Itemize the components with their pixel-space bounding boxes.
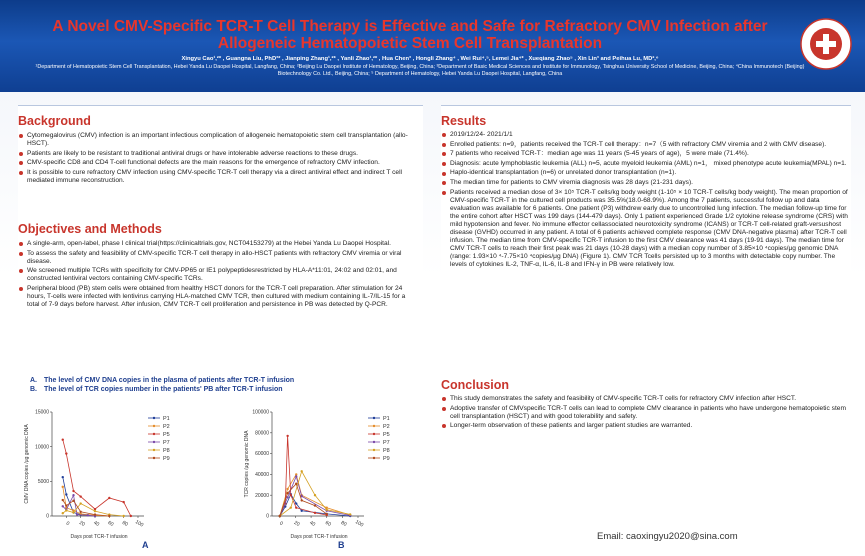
data-point (295, 502, 297, 504)
legend-marker (373, 457, 375, 459)
y-tick-label: 0 (266, 513, 269, 520)
list-item: Diagnosis: acute lymphoblastic leukemia (ALL) n=5, acute myeloid leukemia (AML) n=1， mixed phenotype acute leukemia(MPAL) n=1. (441, 160, 849, 168)
poster-title: A Novel CMV-Specific TCR-T Cell Therapy is Effective and Safe for Refractory CMV Infection after Allogeneic Hematopoietic Stem Cell Transplantation (52, 18, 768, 52)
x-tick-label: 80 (120, 519, 129, 528)
data-point (62, 476, 64, 478)
data-point (286, 435, 288, 437)
conclusion-section (441, 378, 849, 432)
panel-label-a: A (142, 540, 149, 550)
list-item: Adoptive transfer of CMVspecific TCR-T cells can lead to complete CMV clearance in patients who have undergone hematopoietic stem cell transplantation (HSCT) and with good tolerability and safety. (441, 405, 849, 421)
data-point (130, 515, 132, 517)
data-point (94, 513, 96, 515)
list-item: Peripheral blood (PB) stem cells were obtained from healthy HSCT donors for the TCR-T cell preparation. After stimulation for 24 hours, T-cells were infected with lentivirus carrying HLA-matched CMV TCR, then cultured with medium containing IL-7/IL-15 for a total of 7-9 days before harvest. After infusion, CMV TCR-T cell proliferation and persistence in PB was detected by Q-PCR. (18, 285, 418, 309)
legend-marker (373, 449, 375, 451)
left-panel (18, 105, 423, 362)
caption-b-label: B. (30, 386, 37, 393)
series-line-p1 (63, 477, 95, 516)
y-tick-label: 20000 (255, 492, 269, 499)
data-point (122, 501, 124, 503)
legend-marker (373, 441, 375, 443)
legend-marker (153, 449, 155, 451)
caption-a-text: The level of CMV DNA copies in the plasma of patients after TCR-T infusion (44, 377, 295, 384)
chart-tcr-copies (238, 404, 438, 546)
background-heading: Background (18, 114, 91, 128)
caption-b-text: The level of TCR copies number in the patients' PB after TCR-T infusion (44, 386, 283, 393)
x-tick-label: 0 (64, 520, 71, 528)
legend-entry: P7 (163, 440, 170, 446)
data-point (65, 509, 67, 511)
data-point (295, 473, 297, 475)
x-tick-label: 20 (77, 519, 86, 528)
data-point (301, 499, 303, 501)
x-tick-label: 40 (308, 519, 317, 528)
list-item: We screened multiple TCRs with specificity for CMV-PP65 or IE1 polypeptidesrestricted by HLA-A*11:01, 24:02 and 02:01, and constructed lentiviral vectors containing CMV-specific TCRs. (18, 267, 418, 283)
methods-list (18, 240, 418, 309)
data-point (62, 486, 64, 488)
x-axis-label: Days post TCR-T infusion (70, 534, 128, 540)
data-point (314, 512, 316, 514)
legend-marker (153, 457, 155, 459)
list-item: To assess the safety and feasibility of CMV-specific TCR-T cell therapy in allo-HSCT patients with refractory CMV viremia or viral disease. (18, 250, 418, 266)
data-point (301, 470, 303, 472)
data-point (279, 515, 281, 517)
legend-entry: P8 (163, 448, 170, 454)
list-item: Longer-term observation of these patients and larger patient studies are warranted. (441, 422, 849, 430)
legend-entry: P2 (163, 424, 170, 430)
y-tick-label: 40000 (255, 472, 269, 478)
data-point (295, 475, 297, 477)
data-point (286, 488, 288, 490)
caption-a-label: A. (30, 377, 37, 384)
x-axis-label: Days post TCR-T infusion (290, 534, 348, 540)
data-point (79, 502, 81, 504)
data-point (314, 494, 316, 496)
methods-section (18, 222, 418, 311)
legend-entry: P1 (163, 416, 170, 422)
x-tick-label: 40 (92, 519, 101, 528)
list-item: The median time for patients to CMV viremia diagnosis was 28 days (21-231 days). (441, 179, 849, 187)
data-point (62, 505, 64, 507)
legend-marker (153, 425, 155, 427)
legend-entry: P5 (163, 432, 170, 438)
list-item: Haplo-identical transplantation (n=6) or unrelated donor transplantation (n=1). (441, 169, 849, 177)
data-point (295, 506, 297, 508)
legend-marker (373, 417, 375, 419)
data-point (72, 490, 74, 492)
legend-entry: P9 (383, 456, 390, 462)
legend-entry: P1 (383, 416, 390, 422)
x-tick-label: 60 (324, 519, 332, 528)
data-point (65, 452, 67, 454)
data-point (295, 483, 297, 485)
conclusion-heading: Conclusion (441, 378, 510, 392)
results-list (441, 131, 849, 270)
list-item: Cytomegalovirus (CMV) infection is an important infectious complication of allogeneic hematopoietic stem cell transplantation (allo-HSCT). (18, 132, 418, 148)
y-tick-label: 100000 (252, 409, 269, 416)
panel-label-b: B (338, 540, 345, 550)
data-point (326, 513, 328, 515)
legend-entry: P2 (383, 424, 390, 430)
caption-a (30, 376, 430, 385)
background-section (18, 114, 418, 187)
data-point (349, 513, 351, 515)
figure-caption (30, 376, 430, 394)
y-tick-label: 60000 (255, 451, 269, 458)
list-item: Patients received a median dose of 3× 10⁵ TCR-T cells/kg body weight (1-10⁵ × 10 TCR-T cells/kg body weight). The mean proportion of CMV-specific TCR-T in the cultured cell products was 35.5%(18.0-68.9%). Among the 7 patients, successful follow up and data evaluation was available for 6 patients. One patient (P3) withdrew early due to uncontrolled lung infection. The median follow-up time for the entire cohort after HSCT was 199 days (144-479 days). Only 1 patient experienced Grade 1/2 cytokine release syndrome (CRS) with mild hypotension and fever. No immune effector cellassociated neurotoxicity syndrome (ICANS) or TCR-T cell-related graft-versushost disease (GVHD) occurred in any patient. A total of 6 patients achieved complete response (CMV DNA-negative plasma) after TCR-T cell infusion. The median time from CMV-specific TCR-T infusion to the first CMV clearance was 41 days (19-91 days). The median time for CMV TCR-T cells to reach their first peak was 21 days (10-28 days) with a median copy number of 3.85×10 ⁴copies/μg genomic DNA (range: 1.93×10 ⁴-7.75×10 ⁴copies/μg DNA) (Figure 1). CMV TCR Tcells persisted up to 3 months with detectable copy number. The levels of cytokines IL-2, TNF-α, IL-6, IL-8 and IFN-γ in PB were relatively low. (441, 189, 849, 270)
data-point (65, 493, 67, 495)
series-line-p5 (63, 440, 131, 516)
conclusion-list (441, 395, 849, 430)
data-point (62, 499, 64, 501)
data-point (290, 494, 292, 496)
y-tick-label: 5000 (37, 478, 49, 485)
data-point (87, 514, 89, 516)
caption-b (30, 385, 430, 394)
data-point (122, 515, 124, 517)
list-item: 7 patients who received TCR-T：median age was 11 years (5-45 years of age)，5 were male (71.4%). (441, 150, 849, 158)
data-point (301, 510, 303, 512)
results-heading: Results (441, 114, 487, 128)
data-point (72, 511, 74, 513)
x-tick-label: 100 (354, 519, 365, 529)
poster-header (0, 0, 865, 92)
legend-entry: P9 (163, 456, 170, 462)
data-point (72, 494, 74, 496)
affiliations: ¹Department of Hematopoietic Stem Cell Transplantation, Hebei Yanda Lu Daopei Hospital, Langfang, China; ²Beijing Lu Daopei Institute of Hematology, Beijing, China; ³Department of Basic Medical Sciences and Institute for Immunology, Tsinghua University School of Medicine, Beijing, China; ⁴China Immunotech (Beijing) Biotechnology Co. Ltd., Beijing, China; ⁵ Department of Hematology, Hebei Yanda Lu Daopei Hospital, Langfang, China (35, 64, 805, 77)
list-item: 2019/12/24- 2021/1/1 (441, 131, 849, 139)
hospital-logo-icon (800, 18, 852, 70)
y-tick-label: 80000 (255, 430, 269, 437)
y-tick-label: 0 (46, 513, 49, 520)
data-point (290, 506, 292, 508)
y-tick-label: 10000 (35, 444, 49, 451)
chart-cmv-dna (18, 404, 218, 546)
legend-marker (153, 417, 155, 419)
data-point (79, 511, 81, 513)
y-axis-label: CMV DNA copies /μg genomic DNA (24, 424, 30, 504)
x-tick-label: 60 (106, 519, 115, 528)
list-item: Patients are likely to be resistant to traditional antiviral drugs or have intolerable adverse reactions to these drugs. (18, 150, 418, 158)
legend-marker (373, 425, 375, 427)
legend-entry: P7 (383, 440, 390, 446)
data-point (79, 495, 81, 497)
results-section (441, 114, 849, 271)
data-point (94, 508, 96, 510)
legend-marker (153, 433, 155, 435)
data-point (72, 500, 74, 502)
legend-marker (373, 433, 375, 435)
author-list: Xingyu Cao¹,²* , Guangna Liu, PhD³* , Jianping Zhang¹,²* , Yanli Zhao¹,²* , Hua Chen³ , Hongli Zhang⁴ , Wei Rui⁴,⁵, Lemei Jia⁴* , Xueqiang Zhao⁵ , Xin Lin³ and Peihua Lu, MD²,⁶ (181, 56, 659, 62)
x-tick-label: 100 (134, 519, 145, 529)
data-point (286, 492, 288, 494)
list-item: It is possible to cure refractory CMV infection using CMV-specific TCR-T cell therapy via a direct antiviral effect and indirect T cell mediated immune reconstruction. (18, 169, 418, 185)
legend-entry: P5 (383, 432, 390, 438)
data-point (314, 504, 316, 506)
data-point (62, 512, 64, 514)
list-item: A single-arm, open-label, phase I clinical trial(https://clinicaltrials.gov, NCT04153279) at the Hebei Yanda Lu Daopei Hospital. (18, 240, 418, 248)
x-tick-label: 0 (278, 520, 284, 528)
data-point (326, 509, 328, 511)
list-item: This study demonstrates the safety and feasibility of CMV-specific TCR-T cells for refractory CMV infection after HSCT. (441, 395, 849, 403)
x-tick-label: 80 (339, 519, 348, 528)
data-point (108, 497, 110, 499)
right-panel (441, 105, 851, 465)
data-point (65, 504, 67, 506)
y-axis-label: TCR copies /μg genomic DNA (244, 430, 250, 498)
list-item: Enrolled patients: n=9，patients received the TCR-T cell therapy：n=7（5 with refractory CMV viremia and 2 with CMV disease). (441, 141, 849, 149)
y-tick-label: 15000 (35, 409, 49, 416)
data-point (76, 513, 78, 515)
x-tick-label: 20 (292, 519, 301, 528)
contact-email: Email: caoxingyu2020@sina.com (597, 531, 738, 542)
legend-marker (153, 441, 155, 443)
methods-heading: Objectives and Methods (18, 222, 162, 236)
list-item: CMV-specific CD8 and CD4 T-cell functional defects are the main reasons for the emergence of refractory CMV infection. (18, 159, 418, 167)
data-point (94, 510, 96, 512)
data-point (62, 439, 64, 441)
background-list (18, 132, 418, 185)
legend-entry: P8 (383, 448, 390, 454)
data-point (108, 515, 110, 517)
